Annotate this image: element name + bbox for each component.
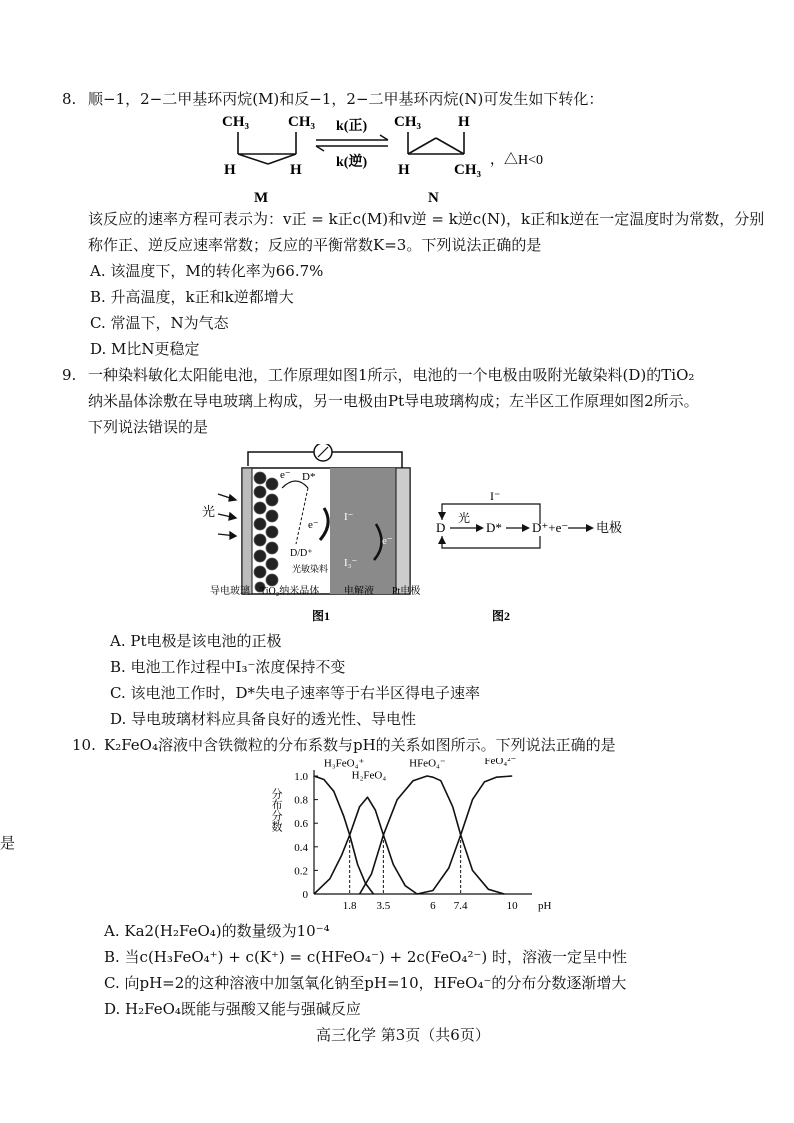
fig1-e-mid: e⁻ — [308, 519, 319, 531]
q9-line2: 纳米晶体涂敷在导电玻璃上构成，另一电极由Pt导电玻璃构成；左半区工作原理如图2所示。 — [88, 392, 699, 410]
delta-h: ，△H<0 — [490, 153, 544, 168]
q9-line3: 下列说法错误的是 — [88, 418, 209, 436]
fig2-light: 光 — [458, 511, 471, 525]
figure-1-solar-cell — [196, 444, 426, 628]
margin-fragment: 是 — [0, 834, 16, 852]
x-tick-label: 6 — [430, 900, 436, 912]
fig1-i-minus: I⁻ — [344, 511, 354, 523]
series-line-0 — [314, 776, 374, 894]
fig2-i-minus: I⁻ — [490, 489, 501, 503]
fig1-i3-minus: I₃⁻ — [344, 557, 358, 569]
q8-option-a: A. 该温度下，M的转化率为66.7% — [90, 262, 324, 280]
q8-number: 8. — [62, 90, 77, 108]
electrolyte-area — [330, 468, 396, 594]
figure-2-mechanism — [430, 488, 640, 628]
fig1-dye: 光敏染料 — [292, 564, 329, 574]
distribution-chart — [262, 758, 562, 918]
left-glass — [242, 468, 252, 594]
q8-option-c: C. 常温下，N为气态 — [90, 314, 229, 332]
q8-stem: 顺−1，2−二甲基环丙烷(M)和反−1，2−二甲基环丙烷(N)可发生如下转化： — [88, 90, 604, 108]
q10-option-c: C. 向pH=2的这种溶液中加氢氧化钠至pH=10，HFeO₄⁻的分布分数逐渐增大 — [104, 974, 627, 992]
n-ch3-top: CH₃ — [394, 114, 421, 130]
fig1-electrolyte: 电解液 — [344, 586, 374, 597]
fig1-glass: 导电玻璃 — [210, 586, 250, 597]
q8-line1: 该反应的速率方程可表示为：v正 = k正c(M)和v逆 = k逆c(N)，k正和k逆在一定温度时为常数，分别 — [88, 210, 765, 228]
q8-option-b: B. 升高温度，k正和k逆都增大 — [90, 288, 294, 306]
x-tick-label: 3.5 — [376, 900, 391, 912]
fig1-pt: Pt电极 — [392, 586, 421, 597]
n-ch3-bottom: CH₃ — [454, 162, 481, 178]
fig1-d-dplus: D/D⁺ — [290, 548, 313, 559]
series-label-2: HFeO₄⁻ — [409, 758, 446, 770]
y-tick-label: 0 — [302, 889, 308, 901]
series-label-3: FeO₄²⁻ — [484, 758, 517, 768]
x-tick-label: 7.4 — [453, 900, 468, 912]
k-forward: k(正) — [336, 119, 368, 134]
fig2-d: D — [436, 520, 446, 535]
fig1-tio2: TiO₂纳米晶体 — [260, 586, 320, 597]
q9-option-c: C. 该电池工作时，D*失电子速率等于右半区得电子速率 — [110, 684, 481, 702]
n-h-top: H — [458, 114, 470, 130]
series-line-3 — [417, 776, 512, 894]
x-tick-label: 1.8 — [342, 900, 357, 912]
x-tick-label: 10 — [506, 900, 518, 912]
y-tick-label: 1.0 — [294, 771, 308, 783]
series-line-2 — [360, 776, 505, 894]
fig1-light: 光 — [202, 504, 216, 519]
fig2-d-plus: D⁺+e⁻ — [532, 520, 569, 535]
q10-option-b: B. 当c(H₃FeO₄⁺) + c(K⁺) = c(HFeO₄⁻) + 2c(FeO₄²⁻) 时，溶液一定呈中性 — [104, 948, 627, 966]
series-label-1: H₂FeO₄ — [351, 769, 387, 782]
q9-option-d: D. 导电玻璃材料应具备良好的透光性、导电性 — [110, 710, 417, 728]
page-footer: 高三化学 第3页（共6页） — [316, 1026, 490, 1044]
q8-line2: 称作正、逆反应速率常数；反应的平衡常数K=3。下列说法正确的是 — [88, 236, 542, 254]
fig1-e-top: e⁻ — [280, 469, 291, 481]
y-axis-label: 分布分数 — [270, 788, 282, 832]
series-label-0: H₃FeO₄⁺ — [323, 758, 365, 770]
label-n: N — [428, 190, 439, 206]
fig1-e-right: e⁻ — [382, 535, 393, 547]
y-tick-label: 0.2 — [294, 865, 308, 878]
q9-option-b: B. 电池工作过程中I₃⁻浓度保持不变 — [110, 658, 346, 676]
fig1-d-star: D* — [302, 471, 316, 483]
series-line-1 — [314, 797, 417, 894]
y-tick-label: 0.8 — [294, 794, 308, 807]
m-ch3-left: CH₃ — [222, 114, 249, 130]
label-m: M — [254, 190, 269, 206]
y-tick-label: 0.4 — [294, 841, 308, 854]
q9-number: 9. — [62, 366, 77, 384]
tio2-beads — [254, 472, 278, 592]
q9-option-a: A. Pt电极是该电池的正极 — [110, 632, 282, 650]
y-tick-label: 0.6 — [294, 818, 308, 831]
q10-option-d: D. H₂FeO₄既能与强酸又能与强碱反应 — [104, 1000, 361, 1018]
pt-electrode — [396, 468, 410, 594]
fig2-caption: 图2 — [492, 609, 511, 623]
fig2-d-star: D* — [486, 520, 502, 535]
fig2-electrode: 电极 — [596, 520, 623, 535]
q8-option-d: D. M比N更稳定 — [90, 340, 200, 358]
q10-stem: K₂FeO₄溶液中含铁微粒的分布系数与pH的关系如图所示。下列说法正确的是 — [104, 736, 616, 754]
q8-reaction-scheme — [210, 108, 570, 208]
x-axis-label: pH — [538, 900, 552, 912]
q9-line1: 一种染料敏化太阳能电池，工作原理如图1所示，电池的一个电极由吸附光敏染料(D)的TiO₂ — [88, 366, 695, 384]
q10-option-a: A. Ka2(H₂FeO₄)的数量级为10⁻⁴ — [104, 922, 330, 940]
k-reverse: k(逆) — [336, 155, 368, 170]
m-ch3-right: CH₃ — [288, 114, 315, 130]
m-h-left: H — [224, 162, 236, 178]
n-h-bottom: H — [398, 162, 410, 178]
fig1-caption: 图1 — [312, 609, 331, 623]
m-h-right: H — [290, 162, 302, 178]
q10-number: 10. — [72, 736, 96, 754]
